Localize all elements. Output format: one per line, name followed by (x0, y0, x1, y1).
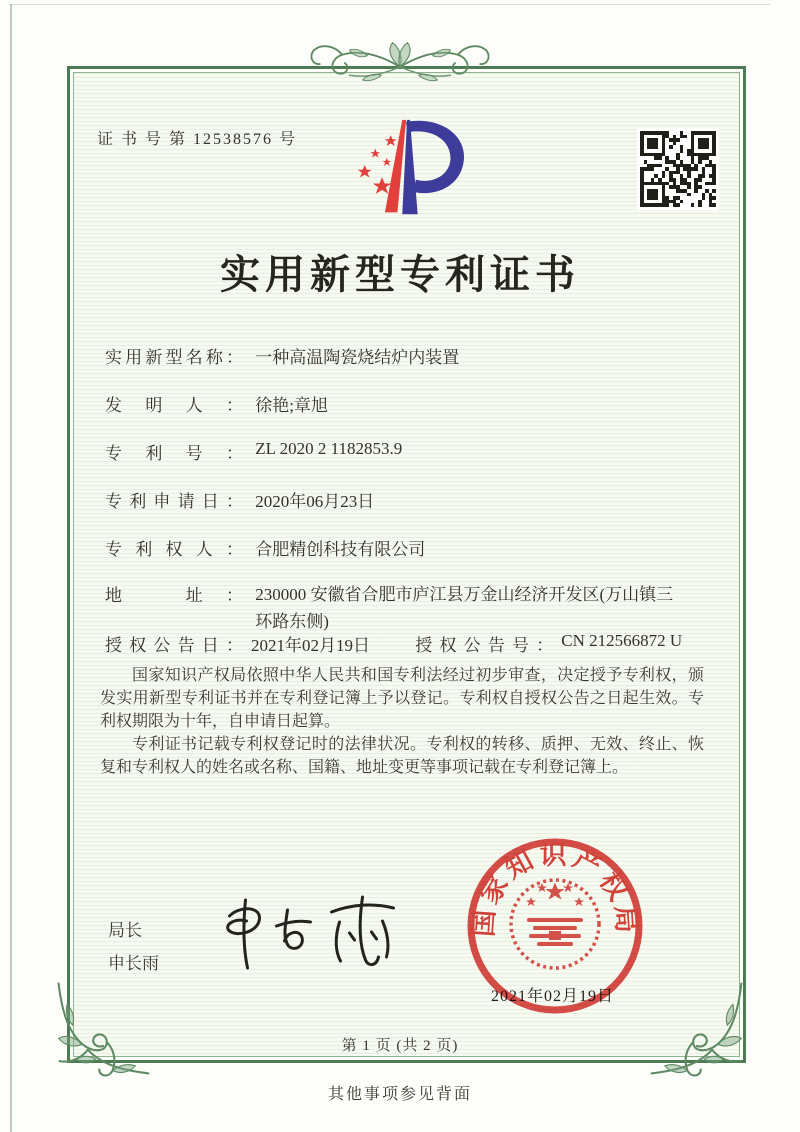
field-row-patentee (105, 535, 425, 560)
grant-date-cell (105, 631, 377, 656)
scan-page-edge-top (10, 4, 770, 5)
legal-text (100, 664, 704, 779)
qr-module (698, 203, 702, 207)
field-value: ZL 2020 2 1182853.9 (255, 439, 403, 458)
legal-paragraph-1: 国家知识产权局依照中华人民共和国专利法经过初步审查，决定授予专利权，颁发实用新型专利证书并在专利登记簿上予以登记。专利权自授权公告之日起生效。专利权期限为十年，自申请日起算。 (100, 667, 704, 730)
field-label: 地 址： (105, 586, 243, 605)
qr-module (676, 138, 680, 142)
qr-module (665, 203, 669, 207)
field-label: 授权公告号： (415, 636, 554, 655)
qr-module (712, 203, 716, 207)
qr-module (680, 149, 684, 153)
field-value: 2021年02月19日 (251, 636, 370, 655)
qr-module (654, 196, 658, 200)
field-row-patent-no (105, 439, 402, 464)
qr-module (651, 167, 655, 171)
qr-module (669, 145, 673, 149)
commissioner-title: 局长 (108, 921, 142, 940)
field-value: 一种高温陶瓷烧结炉内装置 (255, 348, 460, 367)
qr-module (712, 196, 716, 200)
qr-module (694, 189, 698, 193)
qr-module (654, 145, 658, 149)
field-label: 专利号： (105, 444, 243, 463)
field-value: 230000 安徽省合肥市庐江县万金山经济开发区(万山镇三环路东侧) (255, 585, 674, 631)
qr-module (712, 189, 716, 193)
field-value: 合肥精创科技有限公司 (255, 540, 426, 559)
qr-module (687, 174, 691, 178)
legal-paragraph-2: 专利证书记载专利权登记时的法律状况。专利权的转移、质押、无效、终止、恢复和专利权人的姓名或名称、国籍、地址变更等事项记载在专利登记簿上。 (100, 736, 704, 776)
field-label: 授权公告日： (105, 636, 243, 655)
grant-no-cell (415, 631, 682, 656)
qr-module (702, 174, 706, 178)
field-row-filing-date (105, 487, 374, 512)
qr-module (705, 145, 709, 149)
qr-module (698, 178, 702, 182)
seal-text: 国家知识产权局 (468, 840, 642, 938)
qr-module (658, 164, 662, 168)
qr-module (691, 203, 695, 207)
qr-module (712, 182, 716, 186)
field-label: 发明人： (105, 396, 243, 415)
qr-module (673, 142, 677, 146)
qr-module (694, 167, 698, 171)
field-label: 专利权人： (105, 540, 243, 559)
field-label: 专利申请日： (105, 492, 243, 511)
field-label: 实用新型名称： (105, 348, 243, 367)
cnipa-logo-icon (346, 116, 472, 222)
field-row-inventor (105, 391, 328, 416)
corner-flourish-bottom-right-icon (644, 976, 748, 1080)
commissioner-name: 申长雨 (108, 954, 159, 973)
field-row-address (105, 581, 681, 635)
cnipa-round-seal-icon (465, 836, 645, 1016)
field-value: 2020年06月23日 (255, 492, 375, 511)
qr-module (662, 174, 666, 178)
top-flourish-ornament-icon (288, 35, 512, 95)
field-value: 徐艳;章旭 (255, 396, 328, 415)
qr-module (687, 193, 691, 197)
qr-module (698, 160, 702, 164)
qr-module (680, 200, 684, 204)
handwritten-signature-icon (213, 888, 418, 978)
qr-module (702, 196, 706, 200)
qr-module (683, 135, 687, 139)
certificate-title: 实用新型专利证书 (220, 252, 580, 297)
page-number: 第 1 页 (共 2 页) (341, 1038, 459, 1054)
field-value: CN 212566872 U (561, 631, 683, 650)
field-row-grant (105, 631, 682, 656)
scan-page-edge (10, 4, 12, 1132)
qr-module (658, 156, 662, 160)
corner-flourish-bottom-left-icon (52, 976, 156, 1080)
seal-date: 2021年02月19日 (491, 988, 615, 1005)
qr-module (712, 153, 716, 157)
qr-module (676, 203, 680, 207)
qr-module (687, 185, 691, 189)
qr-module (698, 185, 702, 189)
qr-code (637, 128, 719, 210)
certificate-number: 证 书 号 第 12538576 号 (97, 131, 298, 148)
field-row-name (105, 343, 459, 368)
back-side-note: 其他事项参见背面 (327, 1086, 472, 1103)
